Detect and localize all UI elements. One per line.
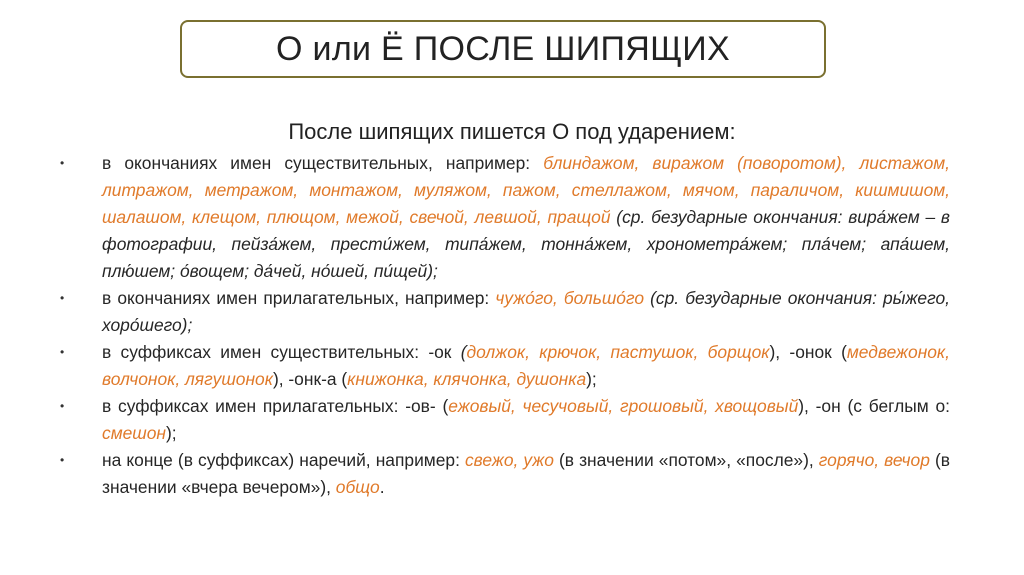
rule-text: в окончаниях имен прилагательных, например: [102, 288, 496, 308]
example-words: смешон [102, 423, 166, 443]
example-words: должок, крючок, пастушок, борщок [466, 342, 770, 362]
note-text: (ср. безударные окончания: ры́жего, хоро́шего); [102, 288, 950, 335]
rule-text: ), -онок ( [769, 342, 847, 362]
bullet-icon: • [60, 399, 65, 413]
section-heading: После шипящих пишется О под ударением: [288, 119, 736, 144]
rule-text: ); [165, 423, 177, 443]
slide-title: О или Ё ПОСЛЕ ШИПЯЩИХ [276, 29, 730, 68]
bullet-icon: • [60, 345, 65, 359]
note-text: ( [460, 342, 467, 362]
rule-text: (в значении «вчера вечером»), [102, 450, 950, 497]
bullet-icon: • [60, 156, 65, 170]
rule-text: ); [586, 369, 597, 389]
example-words: медвежонок, волчонок, лягушонок [102, 342, 950, 389]
example-words: свежо, ужо [464, 450, 554, 470]
bullet-icon: • [60, 291, 65, 305]
example-words: чужо́го, большо́го [495, 288, 645, 308]
example-words: общо [335, 477, 380, 497]
rule-text: (в значении «потом», «после»), [553, 450, 819, 470]
list-item [56, 150, 950, 285]
example-words: ежовый, чесучовый, грошовый, хвощовый [448, 396, 799, 416]
rule-text: в окончаниях имен существительных, например: [102, 153, 544, 173]
rule-text: . [379, 477, 385, 497]
rule-text: в суффиксах имен существительных: -ок [102, 342, 461, 362]
example-words: горячо, вечор [818, 450, 930, 470]
example-words: книжонка, клячонка, душонка [347, 369, 587, 389]
rule-text: в суффиксах имен прилагательных: -ов- ( [102, 396, 449, 416]
rule-text: на конце (в суффиксах) наречий, например: [102, 450, 465, 470]
list-item [56, 447, 950, 501]
note-text: (ср. безударные окончания: вира́жем – в фотографии, пейза́жем, прести́жем, типа́жем, тонна́жем, хронометра́жем; пла́чем; апа́шем, плю́шем; о́вощем; да́чей, но́шей, пи́щей); [102, 207, 950, 281]
bullet-icon: • [60, 453, 65, 467]
list-item [56, 285, 950, 339]
rule-text: ), -он (с беглым о: [798, 396, 950, 416]
title-box [180, 20, 826, 78]
rule-list [56, 150, 950, 501]
list-item [56, 339, 950, 393]
example-words: блиндажом, виражом (поворотом), листажом, литражом, метражом, монтажом, муляжом, пажом, стеллажом, мячом, параличом, кишмишом, шалашом, клещом, плющом, межой, свечой, левшой, пращой [102, 153, 950, 227]
rule-text: ), -онк-а ( [272, 369, 348, 389]
list-item [56, 393, 950, 447]
